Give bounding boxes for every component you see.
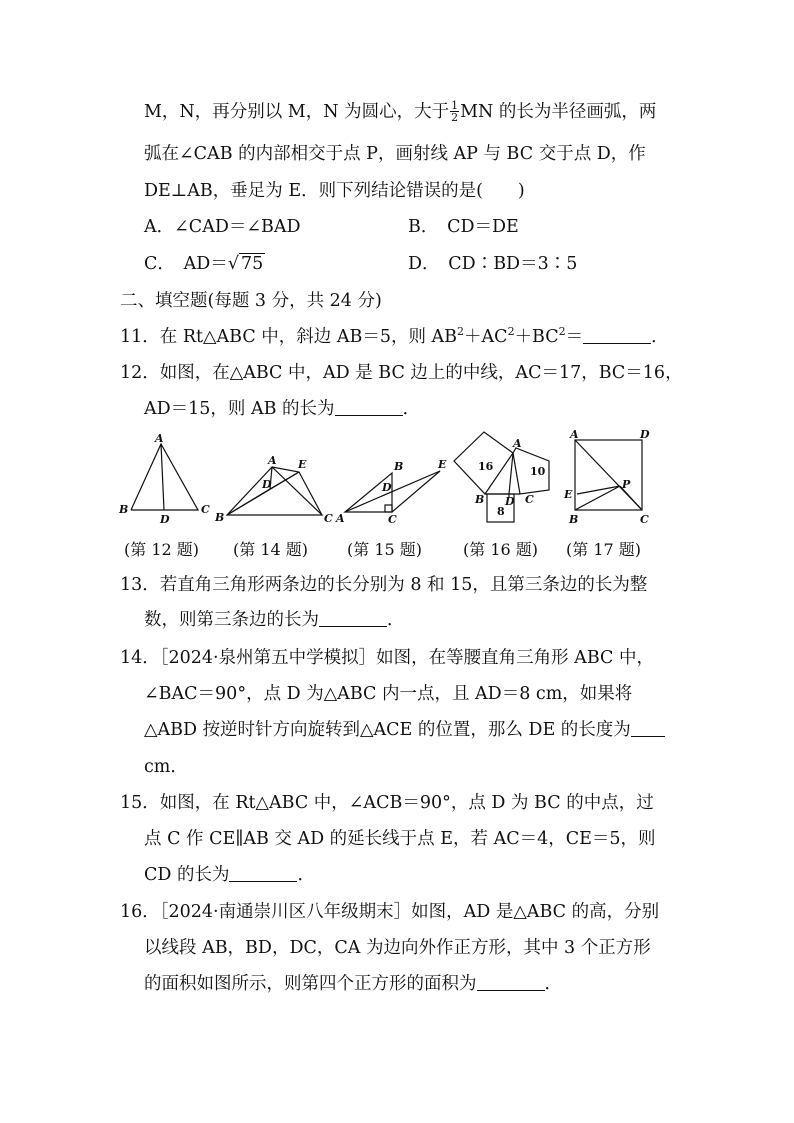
figure-label: A: [570, 430, 579, 441]
figure-q16: [454, 432, 549, 522]
fraction-one-half: $\frac{1}{2}$: [451, 99, 459, 124]
answer-blank-q14[interactable]: [631, 720, 665, 737]
answer-blank-q15[interactable]: [229, 865, 297, 882]
caption-q12: (第 12 题): [124, 540, 200, 559]
q13-line2: 数，则第三条边的长为 ．: [144, 610, 405, 630]
figure-label: C: [525, 493, 534, 506]
figure-label: 10: [530, 465, 546, 478]
figure-label: A: [336, 512, 345, 525]
figure-q17: [563, 430, 650, 526]
q14-line4: cm．: [144, 757, 188, 777]
q10-option-a[interactable]: A．∠CAD＝∠BAD: [144, 217, 301, 237]
caption-q16: (第 16 题): [463, 540, 539, 559]
figure-label: C: [640, 513, 649, 526]
q10-line1-part-a: M，N，再分别以 M，N 为圆心，大于: [144, 102, 450, 123]
figure-strip: [0, 430, 794, 530]
figure-label: 16: [478, 460, 494, 473]
answer-blank-q11[interactable]: [583, 327, 651, 344]
figure-label: C: [201, 503, 210, 516]
figure-label: A: [513, 437, 522, 450]
figure-label: D: [160, 513, 170, 526]
q16-line1: 16．［2024·南通崇川区八年级期末］如图，AD 是△ABC 的高，分别: [120, 902, 660, 922]
figure-label: B: [215, 511, 225, 524]
q10-option-c[interactable]: C． AD＝√ 75: [144, 254, 264, 274]
q15-line1: 15．如图，在 Rt△ABC 中，∠ACB＝90°，点 D 为 BC 的中点，过: [120, 793, 654, 813]
q10-line1: [144, 100, 656, 123]
q14-line3: △ABD 按逆时针方向旋转到△ACE 的位置，那么 DE 的长度为: [144, 719, 665, 741]
q10-option-d[interactable]: D． CD∶BD＝3∶5: [408, 254, 578, 274]
figure-label: C: [388, 513, 397, 526]
figure-label: A: [155, 432, 164, 445]
q12-line1: 12．如图，在△ABC 中，AD 是 BC 边上的中线，AC＝17，BC＝16，: [120, 363, 683, 383]
section-title: 二、填空题(每题 3 分，共 24 分): [120, 291, 382, 311]
q10-line3: DE⊥AB，垂足为 E．则下列结论错误的是( ): [144, 181, 525, 201]
caption-q17: (第 17 题): [566, 540, 642, 559]
q10-line1-part-b: MN 的长为半径画弧，两: [460, 102, 657, 123]
answer-blank-q16[interactable]: [477, 974, 545, 991]
q11: 11．在 Rt△ABC 中，斜边 AB＝5，则 $AB^2+AC^2+BC^2=$ ．: [120, 325, 669, 347]
figure-label: E: [438, 458, 447, 471]
figure-q15: [335, 458, 447, 526]
q13-line1: 13．若直角三角形两条边的长分别为 8 和 15，且第三条边的长为整: [120, 575, 648, 595]
figure-label: B: [119, 503, 129, 516]
q16-line3: 的面积如图所示，则第四个正方形的面积为 ．: [144, 974, 562, 994]
caption-q15: (第 15 题): [347, 540, 423, 559]
q12-line2: AD＝15，则 AB 的长为 ．: [144, 399, 421, 419]
q15-line3: CD 的长为 ．: [144, 865, 315, 885]
figure-label: A: [268, 454, 277, 467]
caption-q14: (第 14 题): [233, 540, 309, 559]
q10-option-b[interactable]: B． CD＝DE: [408, 217, 519, 237]
figure-label: B: [475, 493, 485, 506]
figure-label: P: [622, 478, 631, 491]
figure-q12: [118, 432, 210, 526]
q14-line1: 14．［2024·泉州第五中学模拟］如图，在等腰直角三角形 ABC 中，: [120, 648, 654, 668]
figure-label: D: [262, 478, 272, 491]
figure-label: E: [564, 488, 573, 501]
q14-line2: ∠BAC＝90°，点 D 为△ABC 内一点，且 AD＝8 cm，如果将: [144, 684, 633, 704]
figure-label: B: [569, 513, 579, 526]
sqrt-symbol: √ 75: [227, 254, 264, 274]
figure-label: D: [505, 495, 515, 508]
figure-label: 8: [497, 505, 505, 518]
q10-line2: 弧在∠CAB 的内部相交于点 P，画射线 AP 与 BC 交于点 D，作: [144, 144, 646, 164]
figure-label: C: [324, 512, 333, 525]
q16-line2: 以线段 AB，BD，DC，CA 为边向外作正方形，其中 3 个正方形: [144, 938, 651, 958]
figure-label: D: [382, 481, 392, 494]
figure-label: B: [394, 460, 404, 473]
answer-blank-q12[interactable]: [335, 399, 403, 416]
figure-label: D: [640, 430, 650, 441]
figure-label: E: [298, 458, 307, 471]
answer-blank-q13[interactable]: [319, 610, 387, 627]
figure-q14: [214, 454, 333, 525]
q15-line2: 点 C 作 CE∥AB 交 AD 的延长线于点 E，若 AC＝4，CE＝5，则: [144, 829, 656, 849]
